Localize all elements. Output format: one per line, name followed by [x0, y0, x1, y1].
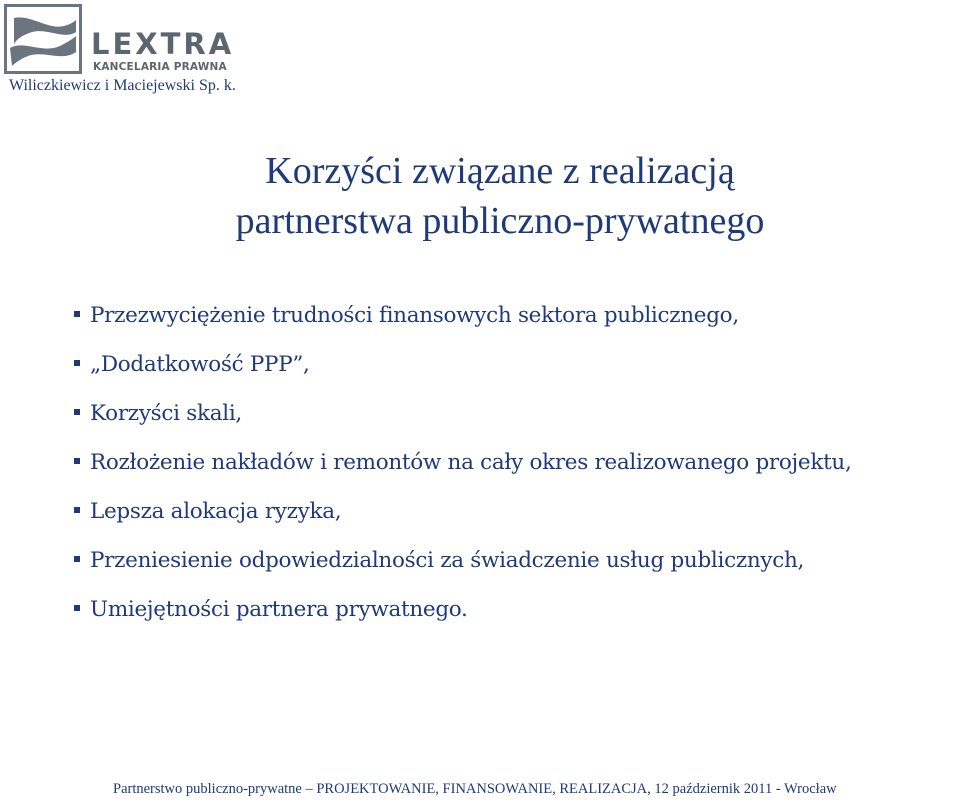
title-line-1: Korzyści związane z realizacją — [265, 150, 735, 192]
slide-footer: Partnerstwo publiczno-prywatne – PROJEKTOWANIE, FINANSOWANIE, REALIZACJA, 12 październik 2011 - Wrocław — [113, 781, 837, 797]
list-item — [74, 443, 852, 492]
list-item-text: Rozłożenie nakładów i remontów na cały okres realizowanego projektu, — [90, 450, 852, 475]
list-item-text: Korzyści skali, — [90, 401, 242, 426]
bullet-square-icon — [74, 605, 80, 611]
list-item-text: „Dodatkowość PPP”, — [90, 352, 310, 377]
list-item — [74, 492, 852, 541]
list-item — [74, 394, 852, 443]
logo-tagline: KANCELARIA PRAWNA — [93, 61, 227, 73]
list-item-text: Lepsza alokacja ryzyka, — [90, 499, 342, 524]
firm-name: Wiliczkiewicz i Maciejewski Sp. k. — [9, 77, 236, 94]
bullet-square-icon — [74, 409, 80, 415]
logo-wordmark: LEXTRA — [91, 27, 235, 61]
bullet-square-icon — [74, 556, 80, 562]
bullet-list — [74, 296, 852, 639]
bullet-square-icon — [74, 507, 80, 513]
bullet-square-icon — [74, 360, 80, 366]
list-item — [74, 590, 852, 639]
list-item-text: Przeniesienie odpowiedzialności za świadczenie usług publicznych, — [90, 548, 805, 573]
title-line-2: partnerstwa publiczno-prywatnego — [235, 200, 765, 242]
bullet-square-icon — [74, 458, 80, 464]
list-item — [74, 345, 852, 394]
lextra-logo-icon — [4, 4, 82, 74]
bullet-square-icon — [74, 311, 80, 317]
list-item — [74, 541, 852, 590]
page-title — [0, 146, 960, 246]
list-item-text: Przezwyciężenie trudności finansowych sektora publicznego, — [90, 303, 739, 328]
list-item-text: Umiejętności partnera prywatnego. — [90, 597, 468, 622]
list-item — [74, 296, 852, 345]
